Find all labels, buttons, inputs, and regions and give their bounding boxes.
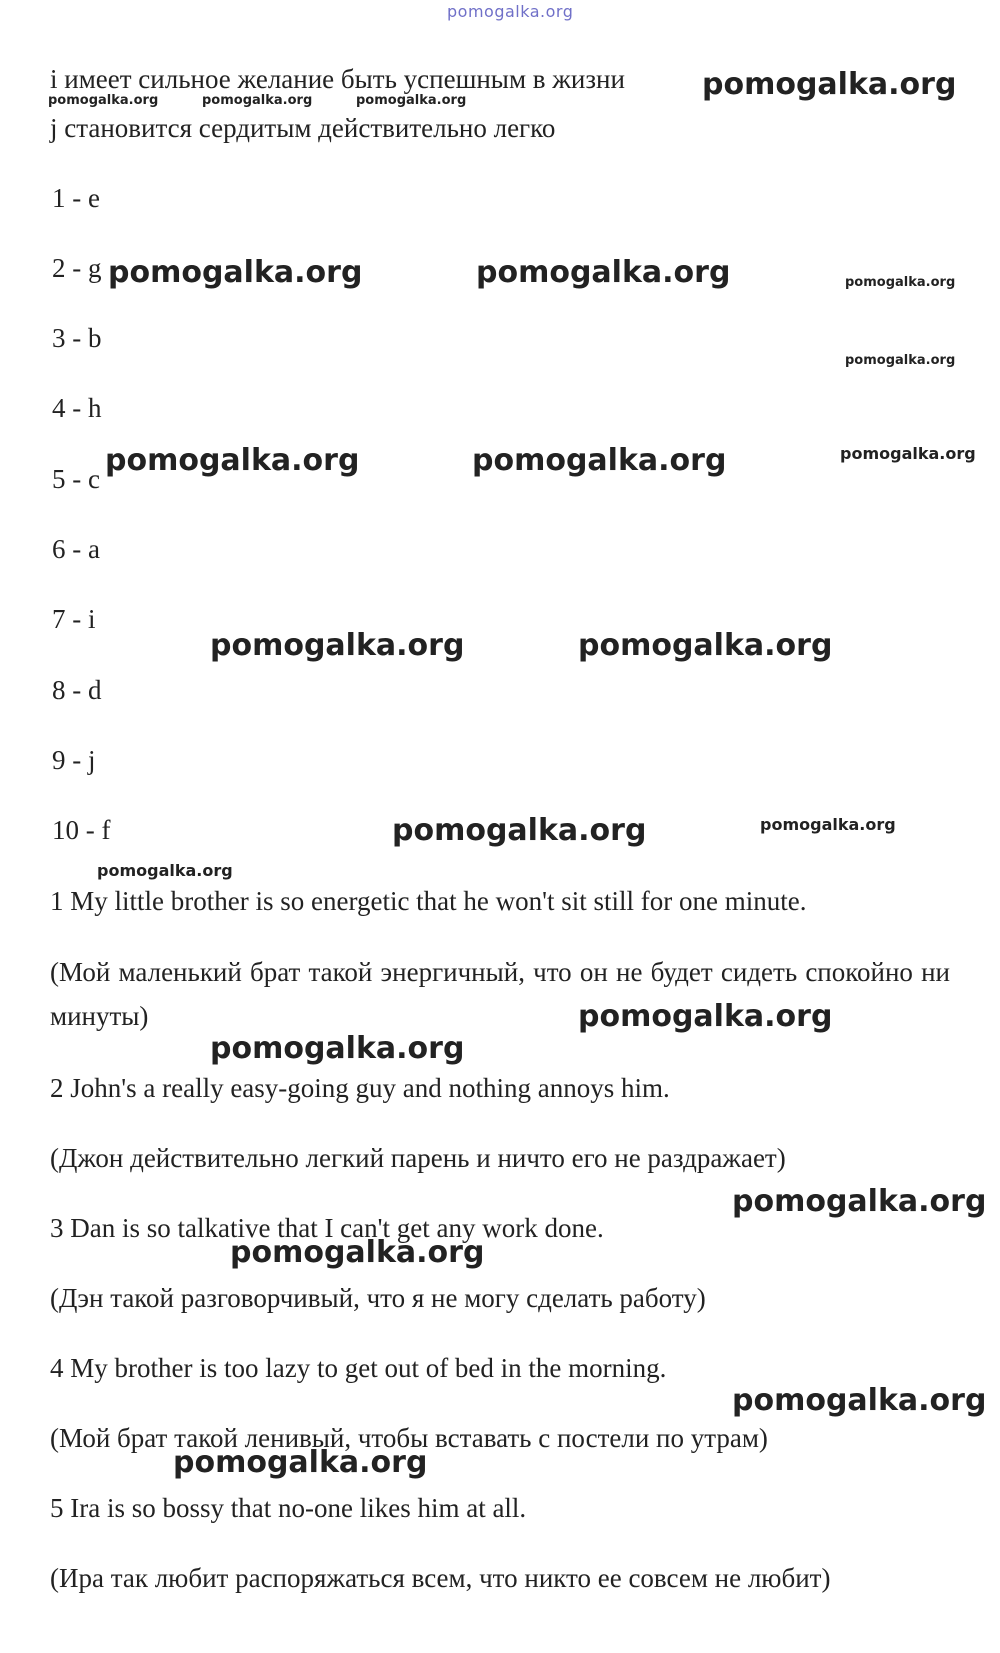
match-item: 2 - g bbox=[52, 253, 102, 283]
sentence-ru: (Ира так любит распоряжаться всем, что никто ее совсем не любит) bbox=[50, 1563, 831, 1593]
watermark: pomogalka.org bbox=[173, 1445, 428, 1480]
sentence-en: 3 Dan is so talkative that I can't get any work done. bbox=[50, 1213, 604, 1243]
match-item: 4 - h bbox=[52, 393, 102, 423]
sentence-ru: (Мой маленький брат такой энергичный, что он не будет сидеть спокойно ни минуты) bbox=[50, 957, 950, 1031]
watermark: pomogalka.org bbox=[202, 93, 313, 108]
sentence-ru: (Джон действительно легкий парень и ничто его не раздражает) bbox=[50, 1143, 786, 1173]
watermark: pomogalka.org bbox=[108, 255, 363, 290]
watermark: pomogalka.org bbox=[105, 443, 360, 478]
watermark: pomogalka.org bbox=[578, 628, 833, 663]
watermark: pomogalka.org bbox=[48, 93, 159, 108]
watermark: pomogalka.org bbox=[472, 443, 727, 478]
watermark: pomogalka.org bbox=[702, 67, 957, 102]
top-watermark: pomogalka.org bbox=[447, 2, 574, 21]
line-i: i имеет сильное желание быть успешным в жизни bbox=[50, 64, 625, 94]
watermark: pomogalka.org bbox=[97, 861, 233, 880]
sentence-ru: (Мой брат такой ленивый, чтобы вставать с постели по утрам) bbox=[50, 1423, 768, 1453]
sentence-en: 1 My little brother is so energetic that he won't sit still for one minute. bbox=[50, 886, 807, 916]
match-item: 6 - a bbox=[52, 534, 100, 564]
watermark: pomogalka.org bbox=[845, 275, 956, 290]
watermark: pomogalka.org bbox=[210, 1031, 465, 1066]
watermark: pomogalka.org bbox=[210, 628, 465, 663]
sentence-ru: (Дэн такой разговорчивый, что я не могу сделать работу) bbox=[50, 1283, 706, 1313]
match-item: 1 - e bbox=[52, 183, 100, 213]
watermark: pomogalka.org bbox=[845, 353, 956, 368]
watermark: pomogalka.org bbox=[476, 255, 731, 290]
sentence-en: 2 John's a really easy-going guy and nothing annoys him. bbox=[50, 1073, 670, 1103]
watermark: pomogalka.org bbox=[392, 813, 647, 848]
watermark: pomogalka.org bbox=[840, 444, 976, 463]
watermark: pomogalka.org bbox=[732, 1184, 987, 1219]
match-item: 3 - b bbox=[52, 323, 102, 353]
match-item: 7 - i bbox=[52, 604, 96, 634]
watermark: pomogalka.org bbox=[230, 1235, 485, 1270]
match-item: 9 - j bbox=[52, 745, 96, 775]
watermark: pomogalka.org bbox=[578, 999, 833, 1034]
sentence-en: 5 Ira is so bossy that no-one likes him at all. bbox=[50, 1493, 527, 1523]
watermark: pomogalka.org bbox=[760, 815, 896, 834]
match-item: 5 - c bbox=[52, 464, 100, 494]
sentence-en: 4 My brother is too lazy to get out of bed in the morning. bbox=[50, 1353, 667, 1383]
watermark: pomogalka.org bbox=[732, 1383, 987, 1418]
match-item: 8 - d bbox=[52, 675, 102, 705]
line-j: j становится сердитым действительно легко bbox=[50, 113, 556, 143]
watermark: pomogalka.org bbox=[356, 93, 467, 108]
match-item: 10 - f bbox=[52, 815, 111, 845]
